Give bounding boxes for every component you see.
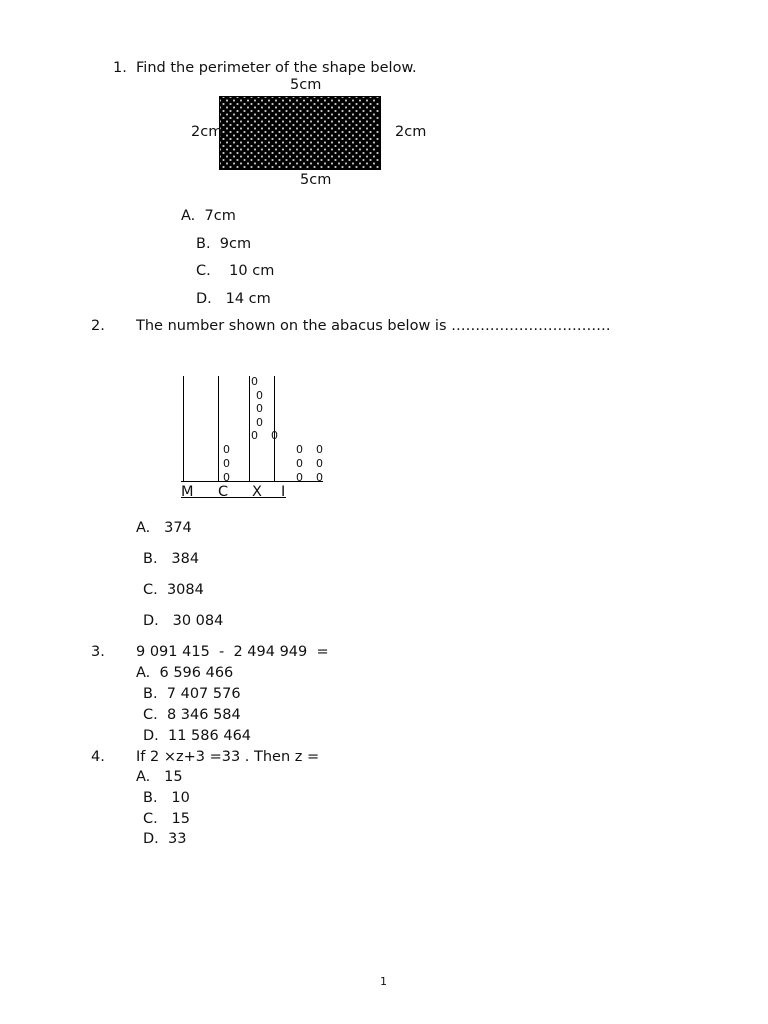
abacus-bead: 0	[271, 429, 278, 442]
abacus-bead: 0	[251, 429, 258, 442]
answer-option: A. 374	[136, 520, 192, 536]
page-number: 1	[380, 975, 387, 988]
abacus-bead: 0	[296, 471, 303, 484]
answer-option: D. 11 586 464	[143, 728, 252, 744]
abacus-underline	[181, 497, 286, 498]
abacus-bead: 0	[296, 443, 303, 456]
abacus-bead: 0	[316, 457, 323, 470]
dimension-label-bottom: 5cm	[300, 172, 332, 188]
question-text: The number shown on the abacus below is ……………………………	[136, 318, 611, 334]
question-text: If 2 ×z+3 =33 . Then z =	[136, 749, 320, 765]
abacus-bead: 0	[256, 389, 263, 402]
answer-option: B. 384	[143, 551, 200, 567]
answer-option: C. 15	[143, 811, 191, 827]
answer-option: A. 7cm	[181, 208, 236, 224]
abacus-bead: 0	[316, 443, 323, 456]
answer-option: D. 30 084	[143, 613, 224, 629]
dimension-label-top: 5cm	[290, 77, 322, 93]
abacus-rod	[218, 376, 219, 481]
abacus-bead: 0	[316, 471, 323, 484]
checkered-rectangle	[219, 96, 381, 170]
abacus-bead: 0	[223, 443, 230, 456]
abacus-bead: 0	[296, 457, 303, 470]
question-number: 4.	[91, 749, 105, 765]
dimension-label-left: 2cm	[191, 124, 223, 140]
answer-option: D. 14 cm	[196, 291, 271, 307]
question-number: 1.	[113, 60, 127, 76]
abacus-rod	[249, 376, 250, 481]
abacus-rod-label: X	[252, 484, 262, 500]
question-number: 2.	[91, 318, 105, 334]
abacus-bead: 0	[251, 375, 258, 388]
abacus-rod	[183, 376, 184, 481]
answer-option: C. 10 cm	[196, 263, 275, 279]
dimension-label-right: 2cm	[395, 124, 427, 140]
abacus-rod-label: C	[218, 484, 229, 500]
question-text: 9 091 415 - 2 494 949 =	[136, 644, 329, 660]
answer-option: B. 7 407 576	[143, 686, 241, 702]
question-text: Find the perimeter of the shape below.	[136, 60, 417, 76]
abacus-bead: 0	[223, 471, 230, 484]
answer-option: C. 8 346 584	[143, 707, 241, 723]
answer-option: D. 33	[143, 831, 187, 847]
abacus-rod-label: M	[181, 484, 194, 500]
abacus-bead: 0	[223, 457, 230, 470]
answer-option: B. 10	[143, 790, 190, 806]
answer-option: B. 9cm	[196, 236, 252, 252]
answer-option: A. 6 596 466	[136, 665, 234, 681]
question-number: 3.	[91, 644, 105, 660]
abacus-rod-label: I	[281, 484, 286, 500]
abacus-bead: 0	[256, 402, 263, 415]
answer-option: C. 3084	[143, 582, 204, 598]
abacus-bead: 0	[256, 416, 263, 429]
answer-option: A. 15	[136, 769, 183, 785]
